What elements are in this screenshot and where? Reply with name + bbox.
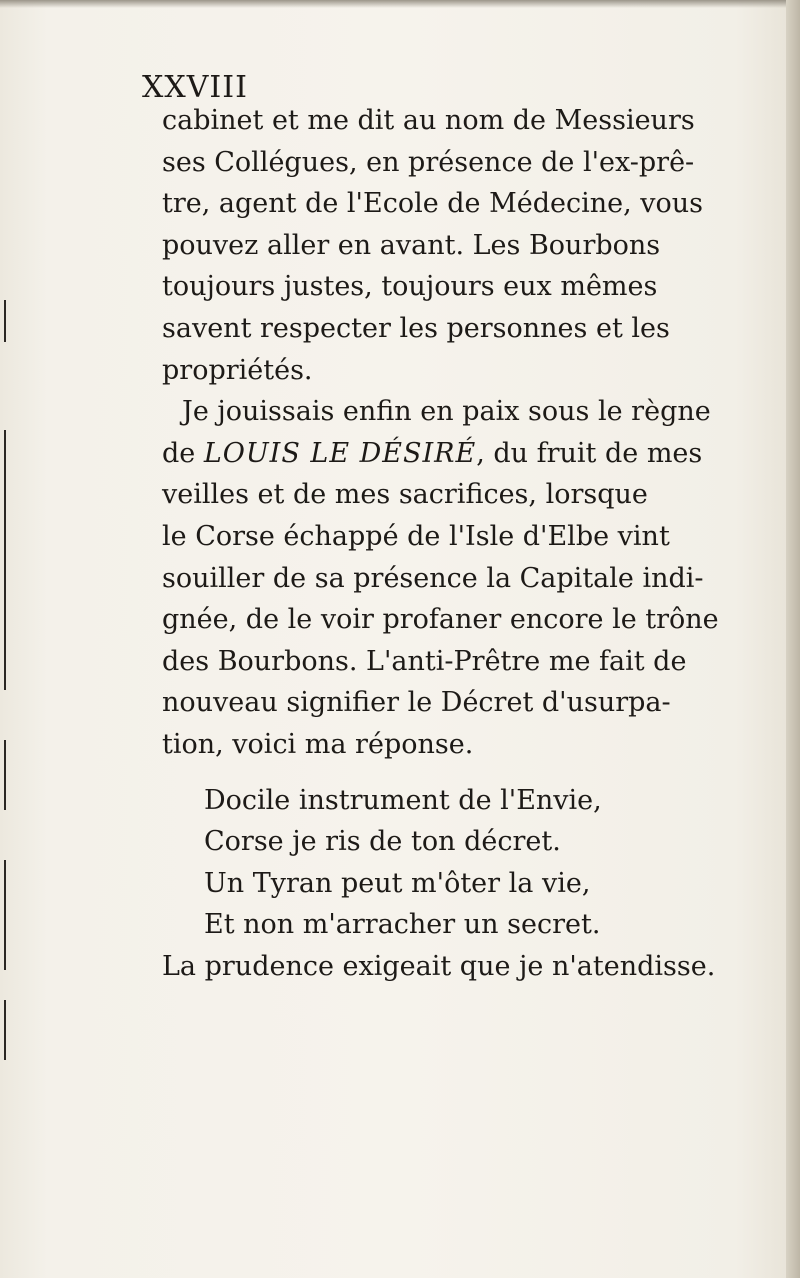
text-line: des Bourbons. L'anti-Prêtre me fait de <box>162 645 687 677</box>
text-line: Je jouissais enfin en paix sous le règne <box>182 396 711 428</box>
text-line: La prudence exigeait que je n'atendisse. <box>162 950 716 982</box>
binding-marks <box>0 300 10 1080</box>
stanza-gap <box>162 766 762 780</box>
text-line: souiller de sa présence la Capitale indi- <box>162 562 704 594</box>
binding-mark <box>4 860 6 970</box>
text-line: tre, agent de l'Ecole de Médecine, vous <box>162 188 704 220</box>
page-top-shadow <box>0 0 800 8</box>
text-line: propriétés. <box>162 354 313 386</box>
page-right-edge <box>786 0 800 1278</box>
binding-mark <box>4 430 6 690</box>
verse-line: Et non m'arracher un secret. <box>204 909 601 941</box>
text-line: tion, voici ma réponse. <box>162 728 474 760</box>
text-line: ses Collégues, en présence de l'ex-prê- <box>162 146 695 178</box>
text-fragment: , du fruit de mes <box>476 437 703 469</box>
text-line: savent respecter les personnes et les <box>162 312 670 344</box>
binding-mark <box>4 740 6 810</box>
body-text <box>162 100 762 987</box>
text-line: pouvez aller en avant. Les Bourbons <box>162 229 661 261</box>
verse-line: Corse je ris de ton décret. <box>204 826 561 858</box>
running-head: XXVIII <box>142 70 248 105</box>
text-line: cabinet et me dit au nom de Messieurs <box>162 105 695 136</box>
text-line: nouveau signifier le Décret d'usurpa- <box>162 687 671 719</box>
binding-mark <box>4 1000 6 1060</box>
text-line <box>162 433 762 475</box>
verse-line: Un Tyran peut m'ôter la vie, <box>204 867 591 899</box>
text-line: veilles et de mes sacrifices, lorsque <box>162 479 648 511</box>
text-line: le Corse échappé de l'Isle d'Elbe vint <box>162 520 670 552</box>
text-line: gnée, de le voir profaner encore le trône <box>162 604 719 636</box>
binding-mark <box>4 300 6 342</box>
verse-line: Docile instrument de l'Envie, <box>204 784 602 816</box>
king-name: LOUIS LE DÉSIRÉ <box>203 437 477 469</box>
text-fragment: de <box>162 437 204 469</box>
text-line: toujours justes, toujours eux mêmes <box>162 271 658 303</box>
